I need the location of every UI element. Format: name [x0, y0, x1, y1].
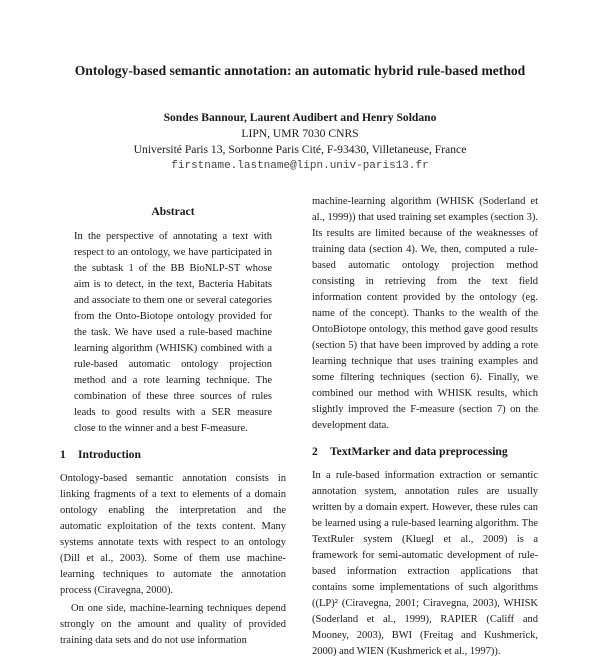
- section-title: TextMarker and data preprocessing: [330, 445, 508, 458]
- section-number: 2: [312, 445, 318, 458]
- section-heading-textmarker: [312, 444, 538, 460]
- abstract-heading: Abstract: [151, 205, 195, 218]
- section-heading-introduction: [60, 447, 286, 463]
- author-lab: LIPN, UMR 7030 CNRS: [241, 127, 359, 140]
- intro-paragraph-1: Ontology-based semantic annotation consists in linking fragments of a text to elements of a domain ontology enabling the interpretation and the automatic exploitation of the texts content. Many systems annotate texts with respect to an ontology (Dill et al., 2003). Some of them use machine-learning techniques to automate the annotation process (Ciravegna, 2000).: [60, 473, 286, 596]
- author-block: [60, 110, 540, 174]
- paper-title: Ontology-based semantic annotation: an automatic hybrid rule-based method: [74, 63, 526, 78]
- section-title: Introduction: [78, 448, 141, 461]
- intro-paragraph-2: On one side, machine-learning techniques depend strongly on the amount and quality of provided training data sets and do not use information: [60, 603, 286, 646]
- intro-paragraph-continued: machine-learning algorithm (WHISK (Soderland et al., 1999)) that used training set examples (section 3). Its results are limited because of the weaknesses of training data (section 4). We, then, computed a rule-based automatic ontology projection method consisting in retrieving from the text field information content provided by the ontology (eg. name of the concept). Thanks to the wealth of the OntoBiotope ontology, this method gave good results (section 5) that have been improved by adding a rote learning technique that uses training examples and some filtering techniques (section 6). Finally, we combined our method with WHISK results, which slightly improved the F-measure (section 7) on the development data.: [312, 196, 538, 431]
- section-number: 1: [60, 448, 66, 461]
- author-affiliation: Université Paris 13, Sorbonne Paris Cité, F-93430, Villetaneuse, France: [133, 143, 467, 156]
- author-email: firstname.lastname@lipn.univ-paris13.fr: [171, 160, 429, 172]
- right-column: [312, 194, 538, 660]
- left-column: [60, 204, 286, 649]
- abstract-text: In the perspective of annotating a text with respect to an ontology, we have participated in the subtask 1 of the BB BioNLP-ST whose aim is to detect, in the text, Bacteria Habitats and associate to them one or several categories from the Onto-Biotope ontology provided for the task. We have used a rule-based machine learning algorithm (WHISK) combined with a rule-based automatic ontology projection method and a rote learning technique. The combination of these three sources of rules leads to good results with a SER measure close to the winner and a best F-measure.: [74, 231, 272, 434]
- textmarker-paragraph-1: In a rule-based information extraction or semantic annotation system, annotation rules are usually written by a domain expert. However, these rules can be learned using a rule-based learning algorithm. The TextRuler system (Kluegl et al., 2009) is a framework for semi-automatic development of rule-based information extraction applications that contains some implementations of such algorithms ((LP)² (Ciravegna, 2001; Ciravegna, 2003), WHISK (Soderland et al., 1999), RAPIER (Califf and Mooney, 2003), BWI (Freitag and Kushmerick, 2000) and WIEN (Kushmerick et al., 1997)).: [312, 470, 538, 657]
- author-names: Sondes Bannour, Laurent Audibert and Henry Soldano: [163, 111, 437, 124]
